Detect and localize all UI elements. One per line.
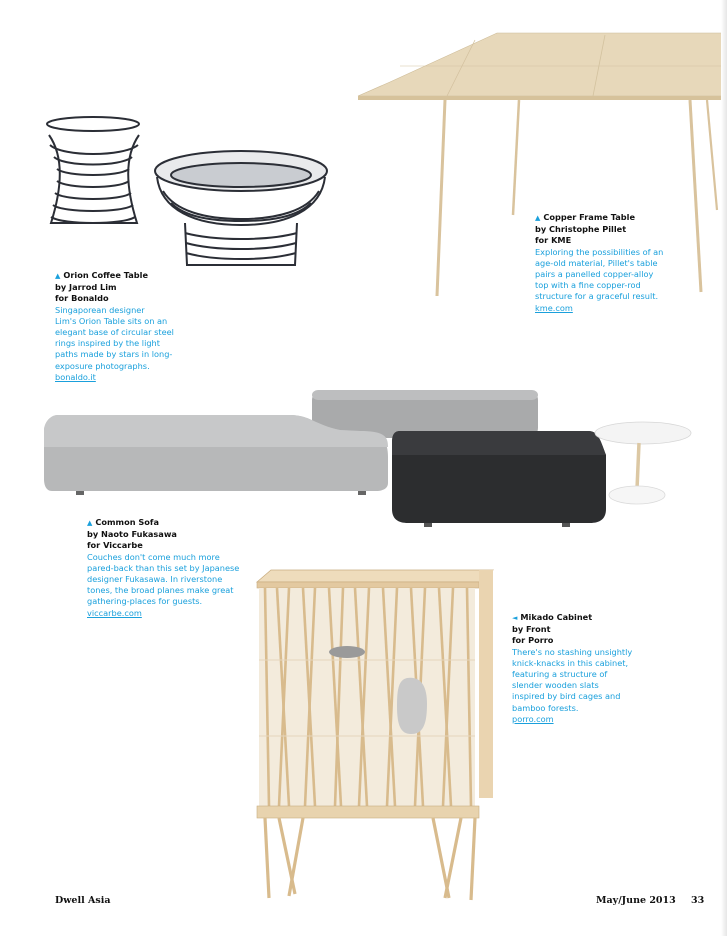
copper-link[interactable]: kme.com (535, 302, 573, 313)
triangle-up-icon: ▲ (87, 519, 93, 527)
sofa-link[interactable]: viccarbe.com (87, 607, 142, 618)
copper-brand: for KME (535, 235, 572, 246)
orion-designer: by Jarrod Lim (55, 282, 117, 293)
orion-body-line: elegant base of circular steel (55, 327, 174, 338)
orion-body-line: rings inspired by the light (55, 338, 160, 349)
triangle-up-icon: ▲ (535, 214, 541, 222)
orion-body-line: Singaporean designer (55, 304, 145, 315)
footer-issue: May/June 2013 (596, 895, 676, 906)
mikado-link[interactable]: porro.com (512, 713, 554, 724)
mikado-body-line: inspired by bird cages and (512, 691, 621, 702)
sofa-body-line: tones, the broad planes make great (87, 585, 234, 596)
mikado-body-line: bamboo forests. (512, 702, 579, 713)
triangle-left-icon: ◄ (512, 614, 518, 622)
mikado-body-line: knick-knacks in this cabinet, (512, 657, 629, 668)
sofa-caption (87, 517, 277, 619)
orion-body-line: Lim's Orion Table sits on an (55, 315, 168, 326)
orion-coffee-table-image (45, 115, 325, 270)
orion-body-line: paths made by stars in long- (55, 349, 173, 360)
mikado-title: ◄ Mikado Cabinet (512, 612, 593, 622)
sofa-body-line: gathering-places for guests. (87, 596, 203, 607)
sofa-body-line: designer Fukasawa. In riverstone (87, 574, 223, 585)
mikado-designer: by Front (512, 624, 551, 635)
orion-body-line: exposure photographs. (55, 360, 150, 371)
mikado-body-line: slender wooden slats (512, 680, 599, 691)
sofa-brand: for Viccarbe (87, 540, 143, 551)
mikado-body-line: There's no stashing unsightly (512, 646, 633, 657)
sofa-designer: by Naoto Fukasawa (87, 529, 177, 540)
mikado-caption (512, 612, 672, 725)
orion-brand: for Bonaldo (55, 293, 109, 304)
copper-body-line: pairs a panelled copper-alloy (535, 269, 654, 280)
orion-link[interactable]: bonaldo.it (55, 371, 96, 382)
copper-body-line: Exploring the possibilities of an (535, 246, 664, 257)
mikado-brand: for Porro (512, 635, 554, 646)
copper-body-line: top with a fine copper-rod (535, 280, 641, 291)
triangle-up-icon: ▲ (55, 272, 61, 280)
sofa-title: ▲ Common Sofa (87, 517, 159, 527)
footer-page-number: 33 (691, 895, 705, 906)
copper-caption (535, 212, 705, 314)
footer-magazine-name: Dwell Asia (55, 895, 111, 906)
orion-caption (55, 270, 190, 383)
sofa-body-line: pared-back than this set by Japanese (87, 562, 240, 573)
mikado-body-line: featuring a structure of (512, 669, 608, 680)
sofa-body-line: Couches don't come much more (87, 551, 220, 562)
orion-title: ▲ Orion Coffee Table (55, 270, 148, 280)
page-edge-shadow (721, 0, 727, 936)
mikado-cabinet-image (255, 568, 495, 908)
copper-designer: by Christophe Pillet (535, 224, 627, 235)
copper-body-line: structure for a graceful result. (535, 291, 659, 302)
copper-body-line: age-old material, Pillet's table (535, 257, 658, 268)
copper-title: ▲ Copper Frame Table (535, 212, 636, 222)
common-sofa-image (40, 385, 695, 530)
